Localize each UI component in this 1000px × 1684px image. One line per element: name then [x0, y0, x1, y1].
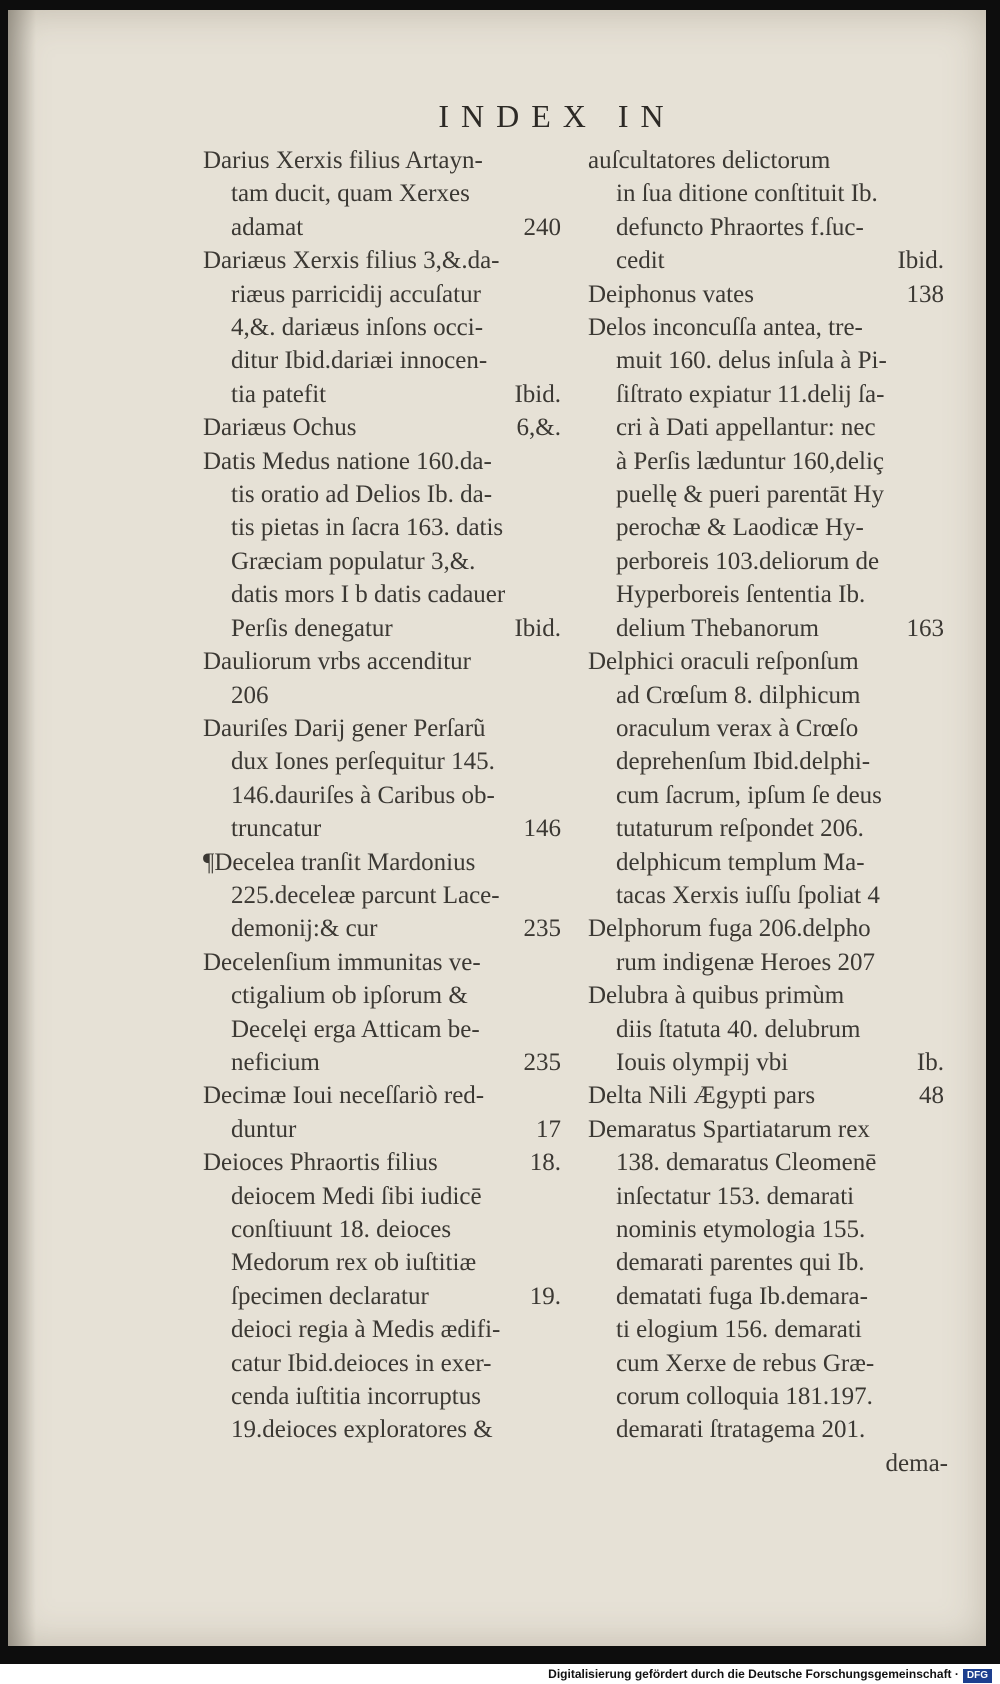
entry-line: [203, 912, 565, 945]
entry-line: [588, 344, 948, 377]
entry-text: puellę & pueri parentāt Hy: [616, 481, 884, 509]
entry-text: delphicum templum Ma-: [616, 848, 865, 876]
entry-line: [203, 879, 565, 912]
entry-line: [203, 1113, 565, 1146]
entry-line: [203, 712, 565, 745]
entry-text: 138. demaratus Cleomenē: [616, 1149, 877, 1177]
entry-text: tis oratio ad Delios Ib. da-: [231, 481, 493, 509]
index-entry: [588, 1113, 948, 1447]
entry-text: Decelęi erga Atticam be-: [231, 1015, 480, 1043]
entry-line: [203, 411, 565, 444]
entry-line: [588, 779, 948, 812]
entry-line: [588, 645, 948, 678]
entry-line: [203, 445, 565, 478]
entry-text: cum Xerxe de rebus Græ-: [616, 1349, 875, 1377]
entry-line: [203, 177, 565, 210]
page-reference: 235: [523, 915, 561, 943]
entry-line: [588, 946, 948, 979]
entry-line: [588, 679, 948, 712]
entry-line: [203, 378, 565, 411]
entry-line: [203, 244, 565, 277]
entry-text: deprehenſum Ibid.delphi-: [616, 748, 871, 776]
entry-line: [588, 979, 948, 1012]
index-entry: [588, 645, 948, 912]
entry-text: auſcultatores delictorum: [588, 147, 831, 174]
entry-text: perochæ & Laodicæ Hy-: [616, 514, 864, 542]
entry-line: [588, 745, 948, 778]
entry-text: corum colloquia 181.197.: [616, 1383, 873, 1411]
entry-line: [203, 679, 565, 712]
entry-text: ſpecimen declaratur: [231, 1282, 429, 1310]
page-reference: 17: [536, 1115, 561, 1143]
entry-text: à Perſis læduntur 160,deliç: [616, 447, 885, 475]
entry-line: [203, 745, 565, 778]
entry-line: [203, 1013, 565, 1046]
entry-text: cedit: [616, 247, 665, 275]
entry-line: [203, 645, 565, 678]
entry-line: [203, 278, 565, 311]
entry-line: [588, 912, 948, 945]
entry-text: demonij:& cur: [231, 915, 378, 943]
entry-text: 146.dauriſes à Caribus ob-: [231, 781, 495, 809]
entry-line: [588, 1113, 948, 1146]
index-entry: [203, 1079, 565, 1146]
digitization-credit: [0, 1664, 1000, 1684]
entry-text: dematati fuga Ib.demara-: [616, 1282, 868, 1310]
entry-line: [588, 1413, 948, 1446]
entry-line: [203, 779, 565, 812]
entry-text: 4,&. dariæus inſons occi-: [231, 314, 484, 342]
entry-line: [588, 1079, 948, 1112]
index-column-right: [588, 144, 948, 1480]
page-reference: 235: [523, 1048, 561, 1076]
entry-line: [588, 1347, 948, 1380]
entry-text: Datis Medus natione 160.da-: [203, 447, 492, 475]
index-entry: [203, 846, 565, 946]
entry-line: [588, 1380, 948, 1413]
entry-text: Darius Xerxis filius Artayn-: [203, 147, 483, 174]
entry-line: [588, 712, 948, 745]
page-reference: 138: [906, 280, 944, 308]
entry-text: ſiſtrato expiatur 11.delij ſa-: [616, 380, 885, 408]
entry-line: [588, 612, 948, 645]
entry-line: [588, 1313, 948, 1346]
entry-text: delium Thebanorum: [616, 614, 819, 642]
entry-text: Delphici oraculi reſponſum: [588, 648, 859, 676]
entry-text: Dauliorum vrbs accenditur: [203, 648, 471, 676]
page-reference: 146: [523, 815, 561, 843]
page-reference: Ibid.: [514, 380, 561, 408]
entry-text: tia patefit: [231, 380, 327, 408]
entry-text: Delos inconcuſſa antea, tre-: [588, 314, 863, 342]
entry-text: deiocem Medi ſibi iudicē: [231, 1182, 482, 1210]
page-reference: 18.: [529, 1149, 561, 1177]
entry-line: [203, 211, 565, 244]
entry-line: [588, 177, 948, 210]
entry-line: [203, 1146, 565, 1179]
entry-text: diis ſtatuta 40. delubrum: [616, 1015, 861, 1043]
entry-text: Decimæ Ioui neceſſariò red-: [203, 1082, 485, 1110]
entry-text: tutaturum reſpondet 206.: [616, 815, 864, 843]
entry-line: [588, 1213, 948, 1246]
index-entry: [588, 912, 948, 979]
entry-text: Dariæus Xerxis filius 3,&.da-: [203, 247, 500, 275]
entry-text: cri à Dati appellantur: nec: [616, 414, 876, 442]
entry-text: adamat: [231, 213, 304, 241]
entry-text: Medorum rex ob iuſtitiæ: [231, 1249, 477, 1277]
entry-text: 19.deioces exploratores &: [231, 1416, 493, 1444]
index-entry: [203, 645, 565, 712]
entry-text: riæus parricidij accuſatur: [231, 280, 481, 308]
index-entry: [203, 445, 565, 645]
index-entry: [588, 278, 948, 311]
entry-text: Deiphonus vates: [588, 280, 754, 308]
entry-line: [588, 378, 948, 411]
entry-text: ti elogium 156. demarati: [616, 1316, 862, 1344]
entry-text: Delta Nili Ægypti pars: [588, 1082, 816, 1110]
entry-line: [203, 311, 565, 344]
index-entry: [588, 144, 948, 278]
entry-text: Hyperboreis ſententia Ib.: [616, 581, 866, 609]
entry-text: duntur: [231, 1115, 297, 1143]
entry-text: ¶Decelea tranſit Mardonius: [203, 848, 476, 876]
entry-text: Decelenſium immunitas ve-: [203, 948, 481, 976]
entry-text: datis mors I b datis cadauer: [231, 581, 506, 609]
entry-text: 206: [231, 681, 269, 709]
entry-text: Iouis olympij vbi: [616, 1048, 789, 1076]
entry-text: Deioces Phraortis filius: [203, 1149, 438, 1177]
entry-text: conſtiuunt 18. deioces: [231, 1216, 452, 1243]
entry-line: [203, 946, 565, 979]
entry-text: Dauriſes Darij gener Perſarũ: [203, 714, 486, 742]
entry-text: 225.deceleæ parcunt Lace-: [231, 881, 500, 909]
running-header: INDEX IN: [438, 98, 676, 134]
page-reference: 6,&.: [516, 414, 561, 442]
entry-line: [588, 278, 948, 311]
entry-text: catur Ibid.deioces in exer-: [231, 1349, 492, 1377]
entry-text: dux Iones perſequitur 145.: [231, 748, 495, 776]
entry-text: oraculum verax à Crœſo: [616, 714, 859, 742]
entry-text: ad Crœſum 8. dilphicum: [616, 681, 861, 709]
entry-text: Dariæus Ochus: [203, 414, 357, 442]
entry-line: [203, 578, 565, 611]
entry-line: [588, 1280, 948, 1313]
index-entry: [203, 244, 565, 411]
entry-line: [588, 1013, 948, 1046]
entry-line: [203, 1347, 565, 1380]
entry-text: muit 160. delus inſula à Pi-: [616, 347, 887, 375]
entry-line: [203, 812, 565, 845]
page-reference: Ib.: [916, 1048, 944, 1076]
entry-text: neficium: [231, 1048, 320, 1076]
entry-line: [203, 1213, 565, 1246]
entry-line: [588, 478, 948, 511]
entry-line: [203, 846, 565, 879]
entry-text: in ſua ditione conſtituit Ib.: [616, 180, 878, 208]
entry-line: [203, 1413, 565, 1446]
entry-line: [203, 1079, 565, 1112]
entry-line: [203, 1246, 565, 1279]
entry-line: [203, 612, 565, 645]
entry-text: Delphorum fuga 206.delpho: [588, 915, 871, 943]
entry-line: [203, 1313, 565, 1346]
index-entry: [203, 144, 565, 244]
entry-line: [203, 1380, 565, 1413]
credit-text: Digitalisierung gefördert durch die Deutsche Forschungsgemeinschaft ·: [548, 1667, 959, 1681]
entry-line: [203, 144, 565, 177]
entry-line: [588, 545, 948, 578]
entry-text: tacas Xerxis iuſſu ſpoliat 4: [616, 881, 880, 909]
entry-line: [203, 1280, 565, 1313]
entry-text: demarati ſtratagema 201.: [616, 1416, 866, 1444]
page-reference: Ibid.: [514, 614, 561, 642]
entry-line: [588, 578, 948, 611]
index-entry: [203, 712, 565, 846]
index-column-left: [203, 144, 565, 1447]
entry-text: rum indigenæ Heroes 207: [616, 948, 875, 976]
entry-text: defuncto Phraortes f.ſuc-: [616, 213, 864, 241]
entry-line: [588, 1180, 948, 1213]
entry-line: [588, 411, 948, 444]
entry-line: [203, 545, 565, 578]
entry-text: cum ſacrum, ipſum ſe deus: [616, 781, 882, 809]
entry-line: [203, 979, 565, 1012]
entry-text: cenda iuſtitia incorruptus: [231, 1383, 481, 1411]
index-entry: [588, 979, 948, 1079]
entry-line: [588, 211, 948, 244]
page-reference: 163: [906, 614, 944, 642]
index-entry: [588, 1079, 948, 1112]
page-reference: Ibid.: [897, 247, 944, 275]
entry-line: [203, 511, 565, 544]
entry-text: perboreis 103.deliorum de: [616, 547, 880, 575]
entry-text: truncatur: [231, 815, 322, 843]
entry-text: inſectatur 153. demarati: [616, 1182, 855, 1210]
entry-line: [588, 511, 948, 544]
entry-line: [203, 1180, 565, 1213]
entry-text: ctigalium ob ipſorum &: [231, 982, 468, 1010]
book-page: [8, 10, 986, 1646]
index-entry: [203, 946, 565, 1080]
entry-text: Perſis denegatur: [231, 614, 393, 642]
entry-line: [588, 144, 948, 177]
page-reference: 19.: [529, 1282, 561, 1310]
catchword: dema-: [885, 1449, 948, 1477]
entry-text: ditur Ibid.dariæi innocen-: [231, 347, 488, 375]
index-entry: [203, 411, 565, 444]
page-reference: 240: [523, 213, 561, 241]
entry-text: deioci regia à Medis ædifi-: [231, 1316, 501, 1344]
entry-line: [588, 244, 948, 277]
entry-line: [588, 846, 948, 879]
entry-text: nominis etymologia 155.: [616, 1216, 866, 1243]
entry-text: Demaratus Spartiatarum rex: [588, 1115, 870, 1143]
entry-line: [203, 1046, 565, 1079]
entry-text: Græciam populatur 3,&.: [231, 547, 476, 575]
entry-line: [588, 1146, 948, 1179]
index-entry: [588, 311, 948, 645]
entry-text: tis pietas in ſacra 163. datis: [231, 514, 504, 542]
entry-text: Delubra à quibus primùm: [588, 982, 845, 1010]
entry-line: [588, 1246, 948, 1279]
entry-line: [203, 478, 565, 511]
entry-line: [588, 311, 948, 344]
entry-line: [588, 445, 948, 478]
entry-line: [588, 879, 948, 912]
index-entry: [203, 1146, 565, 1447]
entry-line: [588, 812, 948, 845]
page-reference: 48: [919, 1082, 944, 1110]
entry-line: [588, 1046, 948, 1079]
dfg-logo: DFG: [963, 1669, 992, 1683]
entry-line: [203, 344, 565, 377]
entry-text: demarati parentes qui Ib.: [616, 1249, 865, 1277]
entry-text: tam ducit, quam Xerxes: [231, 180, 470, 208]
